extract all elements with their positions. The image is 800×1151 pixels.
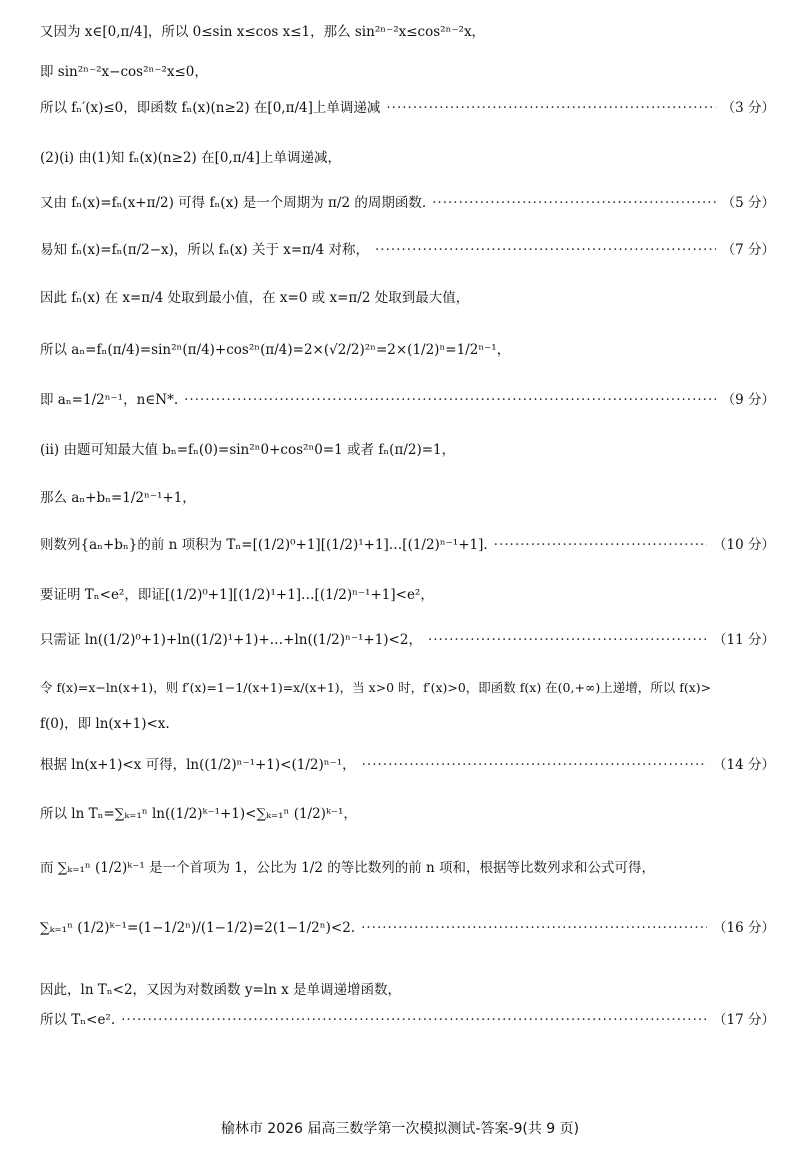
solution-line: 所以 ln Tₙ=∑ₖ₌₁ⁿ ln((1/2)ᵏ⁻¹+1)<∑ₖ₌₁ⁿ (1/2)ᵏ⁻¹， bbox=[40, 806, 357, 822]
solution-line: 即 sin²ⁿ⁻²x−cos²ⁿ⁻²x≤0， bbox=[40, 64, 208, 80]
solution-line: 则数列{aₙ+bₙ}的前 n 项积为 Tₙ=[(1/2)⁰+1][(1/2)¹+1]…[(1/2)ⁿ⁻¹+1]. ····· （10 分） bbox=[40, 535, 775, 555]
leader-dots bbox=[494, 535, 707, 555]
solution-line: 根据 ln(x+1)<x 可得，ln((1/2)ⁿ⁻¹+1)<(1/2)ⁿ⁻¹， ····· （14 分） bbox=[40, 755, 775, 775]
solution-line: 所以 Tₙ<e². ····· （17 分） bbox=[40, 1010, 775, 1030]
solution-line: f(0)，即 ln(x+1)<x. bbox=[40, 716, 170, 732]
solution-line: 又由 fₙ(x)=fₙ(x+π/2) 可得 fₙ(x) 是一个周期为 π/2 的周期函数. ····· （5 分） bbox=[40, 193, 775, 213]
leader-dots bbox=[386, 98, 715, 118]
solution-line: 而 ∑ₖ₌₁ⁿ (1/2)ᵏ⁻¹ 是一个首项为 1，公比为 1/2 的等比数列的前 n 项和，根据等比数列求和公式可得， bbox=[40, 860, 656, 876]
solution-line: ∑ₖ₌₁ⁿ (1/2)ᵏ⁻¹=(1−1/2ⁿ)/(1−1/2)=2(1−1/2ⁿ)<2. ····· （16 分） bbox=[40, 918, 775, 938]
score-label: （17 分） bbox=[713, 1012, 775, 1028]
score-label: （14 分） bbox=[713, 757, 775, 773]
leader-dots bbox=[362, 755, 707, 775]
leader-dots bbox=[428, 630, 707, 650]
solution-line: 因此，ln Tₙ<2，又因为对数函数 y=ln x 是单调递增函数， bbox=[40, 982, 401, 998]
score-label: （9 分） bbox=[721, 392, 775, 408]
solution-line: (ii) 由题可知最大值 bₙ=fₙ(0)=sin²ⁿ0+cos²ⁿ0=1 或者 fₙ(π/2)=1， bbox=[40, 442, 456, 458]
solution-line: (2)(i) 由(1)知 fₙ(x)(n≥2) 在[0,π/4]上单调递减， bbox=[40, 150, 342, 166]
page-footer: 榆林市 2026 届高三数学第一次模拟测试-答案-9(共 9 页) bbox=[220, 1121, 580, 1137]
solution-line: 又因为 x∈[0,π/4]，所以 0≤sin x≤cos x≤1，那么 sin²ⁿ⁻²x≤cos²ⁿ⁻²x， bbox=[40, 24, 486, 40]
leader-dots bbox=[121, 1010, 707, 1030]
solution-line: 即 aₙ=1/2ⁿ⁻¹，n∈N*. ····· （9 分） bbox=[40, 390, 775, 410]
score-label: （3 分） bbox=[721, 100, 775, 116]
score-label: （7 分） bbox=[721, 242, 775, 258]
solution-line: 易知 fₙ(x)=fₙ(π/2−x)，所以 fₙ(x) 关于 x=π/4 对称， ····· （7 分） bbox=[40, 240, 775, 260]
solution-line: 所以 aₙ=fₙ(π/4)=sin²ⁿ(π/4)+cos²ⁿ(π/4)=2×(√2/2)²ⁿ=2×(1/2)ⁿ=1/2ⁿ⁻¹， bbox=[40, 342, 511, 358]
score-label: （10 分） bbox=[713, 537, 775, 553]
score-label: （11 分） bbox=[713, 632, 775, 648]
score-label: （5 分） bbox=[721, 195, 775, 211]
solution-line: 所以 fₙ′(x)≤0，即函数 fₙ(x)(n≥2) 在[0,π/4]上单调递减 ····· （3 分） bbox=[40, 98, 775, 118]
solution-line: 要证明 Tₙ<e²，即证[(1/2)⁰+1][(1/2)¹+1]…[(1/2)ⁿ⁻¹+1]<e²， bbox=[40, 587, 434, 603]
score-label: （16 分） bbox=[713, 920, 775, 936]
solution-line: 那么 aₙ+bₙ=1/2ⁿ⁻¹+1， bbox=[40, 490, 196, 506]
leader-dots bbox=[361, 918, 707, 938]
leader-dots bbox=[184, 390, 715, 410]
solution-line: 只需证 ln((1/2)⁰+1)+ln((1/2)¹+1)+…+ln((1/2)ⁿ⁻¹+1)<2， ····· （11 分） bbox=[40, 630, 775, 650]
leader-dots bbox=[375, 240, 716, 260]
leader-dots bbox=[432, 193, 715, 213]
solution-line: 因此 fₙ(x) 在 x=π/4 处取到最小值，在 x=0 或 x=π/2 处取到最大值， bbox=[40, 290, 470, 306]
solution-line: 令 f(x)=x−ln(x+1)，则 f′(x)=1−1/(x+1)=x/(x+1)，当 x>0 时，f′(x)>0，即函数 f(x) 在(0,+∞)上递增，所以 f(x)> bbox=[40, 680, 712, 695]
